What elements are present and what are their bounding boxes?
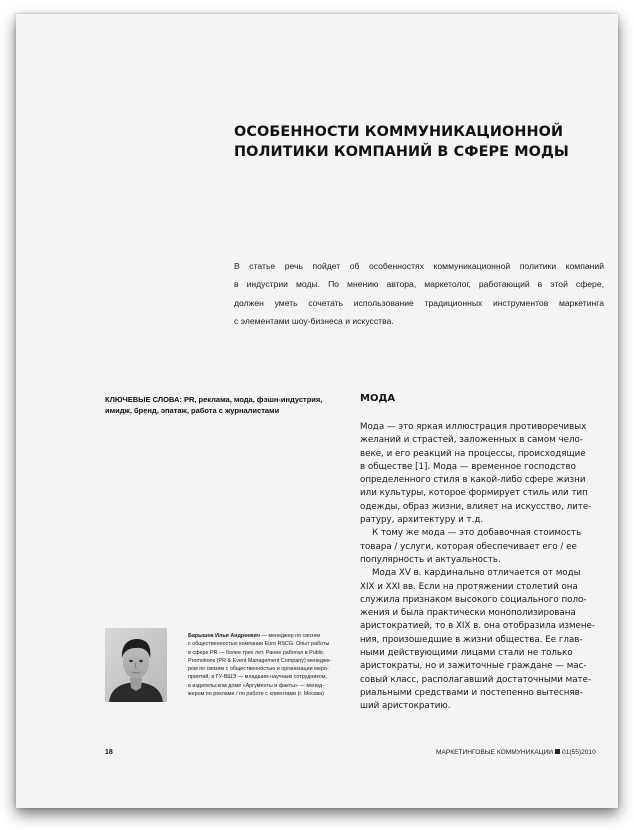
body-line: популярность и актуальность. [360, 554, 501, 565]
body-line: веке, и его реакций на процессы, происходящие [360, 448, 586, 459]
title-line: ПОЛИТИКИ КОМПАНИЙ В СФЕРЕ МОДЫ [234, 144, 569, 160]
body-line: товара / услуги, которая обеспечивает его / ее [360, 541, 577, 552]
bio-line: жером по рекламе / по работе с клиентами (г. Москва) [188, 691, 324, 698]
body-line: служила признаком высокого социального поло- [360, 594, 587, 605]
section-heading: МОДА [360, 393, 396, 404]
abstract-line: должен уметь сочетать использование традиционных инструментов маркетинга [234, 297, 604, 308]
body-line: совый класс, располагавший достаточными мате- [360, 674, 592, 685]
body-line: ными действующими лицами стали не только [360, 648, 573, 659]
body-line: ший аристократию. [360, 701, 451, 712]
bio-line: ром по связям с общественностью и организации меро- [188, 666, 329, 673]
body-line: в обществе [1]. Мода — временное господство [360, 461, 576, 472]
body-line: Мода XV в. кардинально отличается от моды [372, 568, 581, 579]
magazine-page [16, 14, 618, 808]
article-title [234, 122, 594, 162]
author-photo [105, 628, 167, 702]
body-line: одежды, образ жизни, влияет на искусство, лите- [360, 501, 592, 512]
body-line: ния, произошедшие в жизни общества. Ее глав- [360, 634, 583, 645]
abstract-line: в индустрии моды. По мнению автора, маркетолог, работающий в этой сфере, [234, 279, 604, 290]
page-number: 18 [105, 749, 113, 756]
abstract-line: В статье речь пойдет об особенностях коммуникационной политики компаний [234, 261, 604, 271]
author-portrait-image [105, 628, 167, 702]
bio-line: Promotions (PR & Event Management Company) менедже- [188, 657, 332, 664]
keywords-line: имидж, бренд, эпатаж, работа с журналистами [105, 405, 280, 415]
title-line: ОСОБЕННОСТИ КОММУНИКАЦИОННОЙ [234, 124, 564, 140]
body-line: XIX и XXI вв. Если на протяжении столетий она [360, 581, 578, 592]
bio-text: — менеджер по связям [259, 633, 321, 639]
bio-line: с общественностью компании Euro RSCG. Опыт работы [188, 641, 330, 648]
body-line: ратуру, архитектуру и т.д. [360, 515, 484, 526]
article-abstract [234, 257, 604, 330]
issue-number: 01(55)2010 [562, 749, 596, 756]
section-body [360, 421, 596, 714]
keywords [105, 395, 345, 416]
abstract-line: с элементами шоу-бизнеса и искусства. [234, 315, 394, 326]
bio-line [188, 632, 348, 640]
bio-line: в сфере PR — более трех лет. Ранее работал в Public [188, 649, 324, 656]
bio-line: в издательском доме «Аргументы и факты» — менед- [188, 682, 324, 689]
body-line: К тому же мода — это добавочная стоимость [372, 528, 582, 539]
body-line: аристократы, но и зажиточные граждане — мас- [360, 661, 587, 672]
body-line: Мода — это яркая иллюстрация противоречивых [360, 422, 587, 432]
square-bullet-icon [555, 749, 560, 754]
keywords-line: КЛЮЧЕВЫЕ СЛОВА: PR, реклама, мода, фэшн-индустрия, [105, 395, 323, 404]
body-line: риальными средствами и постепенно вытесняв- [360, 687, 583, 698]
body-line: жения и была практически монополизирована [360, 608, 576, 619]
author-bio [188, 632, 348, 698]
author-name: Барышев Илья Андреевич [188, 633, 260, 639]
bio-line: приятий, в ГУ-ВШЭ — младшим научным сотрудником, [188, 674, 327, 681]
body-line: или культуры, которое формирует стиль или тип [360, 488, 588, 499]
journal-name: МАРКЕТИНГОВЫЕ КОММУНИКАЦИИ [436, 749, 554, 756]
journal-footer [436, 749, 594, 756]
body-line: аристократией, то в XIX в. она отобразила измене- [360, 621, 596, 632]
body-line: желаний и страстей, заложенных в самом чело- [360, 435, 583, 446]
body-line: определенного стиля в какой-либо сфере жизни [360, 475, 586, 486]
